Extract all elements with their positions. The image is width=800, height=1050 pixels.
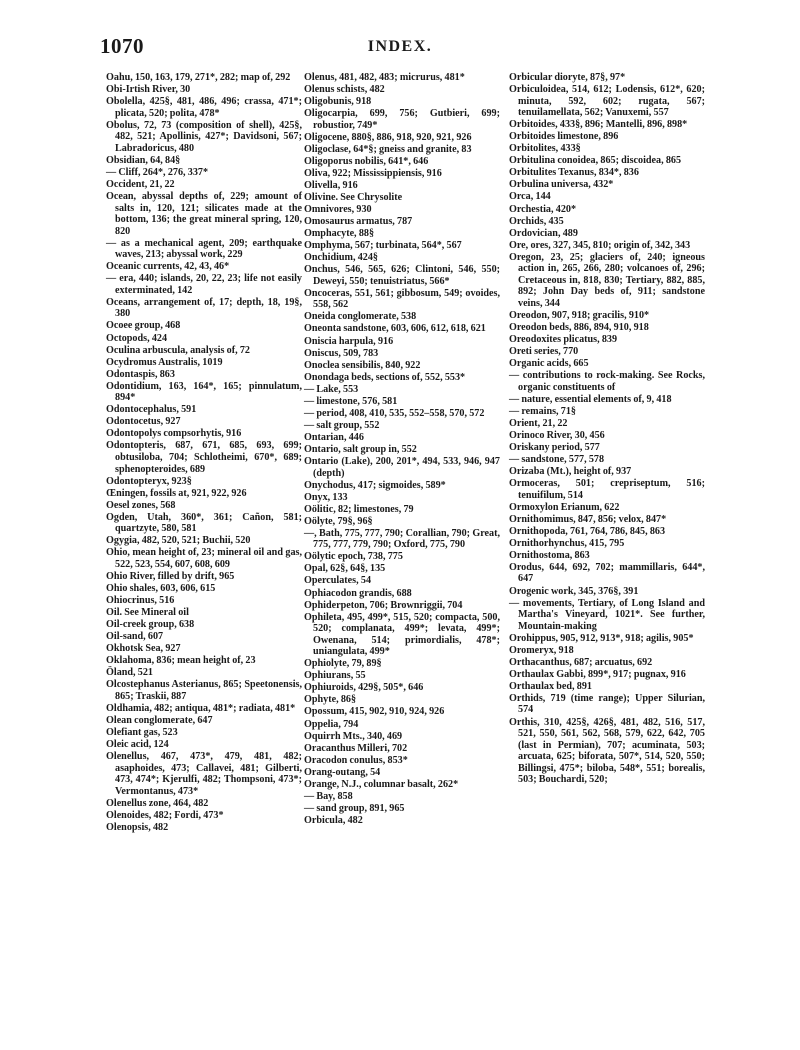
index-entry: Omphyma, 567; turbinata, 564*, 567 [304,240,462,252]
index-entry: — contributions to rock-making. See Rocks, organic constituents of [509,370,705,393]
index-entry: Ogden, Utah, 360*, 361; Cañon, 581; quartzyte, 580, 581 [106,511,302,535]
index-entry: — Bay, 858 [304,790,353,802]
index-entry: Orogenic work, 345, 376§, 391 [509,585,639,597]
index-entry: Orbiculoidea, 514, 612; Lodensis, 612*, 620; minuta, 592, 602; rugata, 567; tenuilamellata, 562; Vanuxemi, 557 [509,84,705,119]
index-entry: — period, 408, 410, 535, 552–558, 570, 572 [304,407,485,419]
index-entry: Ocoee group, 468 [106,320,181,332]
index-entry: Octopods, 424 [106,332,168,344]
index-entry: — Cliff, 264*, 276, 337* [106,166,209,178]
index-entry: Ohio River, filled by drift, 965 [106,570,235,582]
index-entry: Odontopolys compsorhytis, 916 [106,428,242,440]
index-entry: Œningen, fossils at, 921, 922, 926 [106,487,247,499]
index-entry: Olcostephanus Asterianus, 865; Speetonensis, 865; Traskii, 887 [106,679,302,702]
index-entry: Occident, 21, 22 [106,178,175,190]
index-entry: — Lake, 553 [304,383,359,395]
index-column-1 [106,72,302,834]
index-entry: Omosaurus armatus, 787 [304,216,413,228]
index-entry: Odontaspis, 863 [106,368,175,380]
index-entry: Oleic acid, 124 [106,739,169,751]
index-entry: Ornithopoda, 761, 764, 786, 845, 863 [509,525,666,537]
index-entry: Ontarian, 446 [304,431,364,443]
index-entry: Oligobunis, 918 [304,96,372,108]
index-entry: Oracodon conulus, 853* [304,754,408,766]
index-entry: Oregon, 23, 25; glaciers of, 240; igneous action in, 265, 266, 280; volcanoes of, 296; Cretaceous in, 818, 830; Tertiary, 882, 885, 892; John Day beds of, 911; sandstone veins, 344 [509,251,705,309]
index-entry: —, Bath, 775, 777, 790; Corallian, 790; Great, 775, 777, 779, 790; Oxford, 775, 790 [304,527,500,551]
index-entry: Oil. See Mineral oil [106,607,189,619]
index-entry: Oculina arbuscula, analysis of, 72 [106,344,250,356]
index-entry: — salt group, 552 [304,419,380,431]
index-entry: Opal, 62§, 64§, 135 [304,563,386,575]
index-entry: Obolus, 72, 73 (composition of shell), 425§, 482, 521; Apollinis, 427*; Davidsoni, 567; Labradoricus, 480 [106,119,302,154]
index-entry: Oriskany period, 577 [509,441,600,453]
index-entry: Orange, N.J., columnar basalt, 262* [304,778,459,790]
index-entry: Ophiolyte, 79, 89§ [304,658,382,670]
index-entry: Obi-Irtish River, 30 [106,84,191,96]
index-entry: Ocydromus Australis, 1019 [106,356,223,368]
index-entry: Oreodoxites plicatus, 839 [509,334,618,346]
index-entry: Onondaga beds, sections of, 552, 553* [304,371,466,383]
index-entry: Orbicula, 482 [304,814,363,826]
index-entry: Oldhamia, 482; antiqua, 481*; radiata, 481* [106,702,296,714]
index-entry: Ohiocrinus, 516 [106,595,175,607]
page-number: 1070 [100,34,144,58]
index-entry: Olenopsis, 482 [106,821,169,833]
index-entry: Ore, ores, 327, 345, 810; origin of, 342, 343 [509,239,691,251]
index-entry: Operculates, 54 [304,575,372,587]
index-entry: Ophiurans, 55 [304,670,366,682]
index-entry: Oligocarpia, 699, 756; Gutbieri, 699; robustior, 749* [304,108,500,131]
index-entry: Oneonta sandstone, 603, 606, 612, 618, 621 [304,323,486,335]
index-entry: Opossum, 415, 902, 910, 924, 926 [304,706,445,718]
index-entry: Orbitulites Texanus, 834*, 836 [509,167,639,179]
index-entry: Odontocetus, 927 [106,416,181,428]
index-entry: Orbicular dioryte, 87§, 97* [509,72,626,83]
index-entry: Oppelia, 794 [304,718,359,730]
index-entry: Orthis, 310, 425§, 426§, 481, 482, 516, 517, 521, 550, 561, 562, 568, 579, 622, 642, 705 (last in Permian), 707; acuminata, 503; arcuata, 625; biforata, 507*, 514, 520, 550; Billingsi, 475*; biloba, 548*, 551; borealis, 503; Bouchardi, 520; [509,716,705,786]
index-entry: Orbitoides, 433§, 896; Mantelli, 896, 898* [509,119,688,131]
index-entry: — remains, 71§ [509,405,576,417]
index-entry: Olivella, 916 [304,179,358,191]
index-entry: Orohippus, 905, 912, 913*, 918; agilis, 905* [509,632,694,644]
index-entry: Ophiacodon grandis, 688 [304,587,412,599]
index-entry: Ordovician, 489 [509,227,578,239]
index-entry: Omnivores, 930 [304,204,372,216]
index-entry: — movements, Tertiary, of Long Island and Martha's Vineyard, 1021*. See further, Mountain-making [509,597,705,632]
index-entry: Olenus, 481, 482, 483; micrurus, 481* [304,72,465,83]
index-entry: Ophiderpeton, 706; Brownriggii, 704 [304,599,463,611]
index-entry: Oahu, 150, 163, 179, 271*, 282; map of, 292 [106,72,291,83]
index-entry: Olenellus zone, 464, 482 [106,797,209,809]
index-column-3 [509,72,705,786]
index-column-2 [304,72,500,827]
index-entry: Oesel zones, 568 [106,499,176,511]
index-entry: Oölyte, 79§, 96§ [304,515,373,527]
index-entry: Olefiant gas, 523 [106,727,178,739]
index-entry: — limestone, 576, 581 [304,395,398,407]
index-entry: — nature, essential elements of, 9, 418 [509,393,672,405]
index-entry: Oölitic, 82; limestones, 79 [304,503,414,515]
index-entry: Onychodus, 417; sigmoides, 589* [304,479,446,491]
index-entry: Onyx, 133 [304,491,348,503]
index-entry: Ohio shales, 603, 606, 615 [106,583,216,595]
index-entry: Orthids, 719 (time range); Upper Silurian, 574 [509,692,705,716]
index-entry: Orodus, 644, 692, 702; mammillaris, 644*, 647 [509,561,705,585]
index-entry: Oceanic currents, 42, 43, 46* [106,261,230,273]
index-entry: Omphacyte, 88§ [304,228,375,240]
index-entry: Ogygia, 482, 520, 521; Buchii, 520 [106,535,251,547]
index-entry: Orbitulina conoidea, 865; discoidea, 865 [509,155,682,167]
index-entry: Oreodon beds, 886, 894, 910, 918 [509,321,649,333]
index-entry: Orthacanthus, 687; arcuatus, 692 [509,656,653,668]
index-entry: Orca, 144 [509,191,551,203]
index-entry: Odontocephalus, 591 [106,404,197,416]
index-entry: Onchus, 546, 565, 626; Clintoni, 546, 550; Deweyi, 550; tenuistriatus, 566* [304,264,500,287]
index-entry: Oligocene, 880§, 886, 918, 920, 921, 926 [304,131,472,143]
index-entry: Ophileta, 495, 499*, 515, 520; compacta, 500, 520; complanata, 499*; levata, 499*; Owenana, 514; primordialis, 478*; uniangulata, 499* [304,611,500,658]
index-entry: Oliva, 922; Mississippiensis, 916 [304,167,442,179]
index-entry: Odontopteris, 687, 671, 685, 693, 699; obtusiloba, 704; Schlotheimi, 670*, 689; sphenopteroides, 689 [106,440,302,475]
index-entry: Ohio, mean height of, 23; mineral oil and gas, 522, 523, 554, 607, 608, 609 [106,547,302,570]
index-entry: Orizaba (Mt.), height of, 937 [509,466,632,478]
index-entry: Okhotsk Sea, 927 [106,643,181,655]
index-entry: Orbitoides limestone, 896 [509,131,619,143]
index-entry: — as a mechanical agent, 209; earthquake waves, 213; abyssal work, 229 [106,237,302,261]
index-entry: Orthaulax bed, 891 [509,680,592,692]
index-entry: Orient, 21, 22 [509,417,568,429]
index-entry: Obsidian, 64, 84§ [106,154,181,166]
index-entry: Olenellus, 467, 473*, 479, 481, 482; asaphoides, 473; Callavei, 481; Gilberti, 473, 474*; Kjerulfi, 482; Thompsoni, 473*; Vermontanus, 473* [106,751,302,797]
index-entry: Ormoxylon Erianum, 622 [509,501,620,513]
index-entry: Orthaulax Gabbi, 899*, 917; pugnax, 916 [509,668,686,680]
index-entry: Ontario (Lake), 200, 201*, 494, 533, 946, 947 (depth) [304,456,500,479]
index-entry: — sandstone, 577, 578 [509,454,605,465]
index-entry: Ormoceras, 501; crepriseptum, 516; tenuifilum, 514 [509,478,705,501]
index-entry: Orbitolites, 433§ [509,143,581,155]
index-entry: — sand group, 891, 965 [304,802,405,814]
index-entry: Olenus schists, 482 [304,84,385,96]
index-entry: Onoclea sensibilis, 840, 922 [304,359,421,371]
index-entry: Ornithomimus, 847, 856; velox, 847* [509,513,667,525]
index-entry: Odontopteryx, 923§ [106,475,192,487]
page-header-title: INDEX. [367,38,433,55]
index-entry: Ocean, abyssal depths of, 229; amount of salts in, 120, 121; silicates made at the bottom, 136; the great mineral spring, 120, 820 [106,190,302,237]
index-entry: Orang-outang, 54 [304,766,381,778]
index-entry: — era, 440; islands, 20, 22, 23; life not easily exterminated, 142 [106,273,302,296]
index-entry: Orchids, 435 [509,215,564,227]
index-entry: Oil-creek group, 638 [106,619,195,631]
index-entry: Oceans, arrangement of, 17; depth, 18, 19§, 380 [106,296,302,320]
index-entry: Ornithorhynchus, 415, 795 [509,537,625,549]
index-entry: Oneida conglomerate, 538 [304,311,417,323]
index-entry: Oligoclase, 64*§; gneiss and granite, 83 [304,143,472,155]
index-entry: Ontario, salt group in, 552 [304,443,417,455]
index-entry: Olean conglomerate, 647 [106,715,213,727]
index-entry: Oncoceras, 551, 561; gibbosum, 549; ovoides, 558, 562 [304,287,500,311]
index-entry: Oligoporus nobilis, 641*, 646 [304,155,429,167]
index-entry: Orbulina universa, 432* [509,179,614,191]
index-entry: Oölytic epoch, 738, 775 [304,551,403,563]
index-entry: Oromeryx, 918 [509,644,574,656]
index-entry: Organic acids, 665 [509,358,589,370]
index-entry: Orinoco River, 30, 456 [509,429,605,441]
index-entry: Oreti series, 770 [509,346,579,358]
index-entry: Ophiuroids, 429§, 505*, 646 [304,682,424,694]
index-entry: Oklahoma, 836; mean height of, 23 [106,655,256,667]
index-entry: Oreodon, 907, 918; gracilis, 910* [509,309,650,321]
index-entry: Ornithostoma, 863 [509,549,590,561]
index-entry: Orchestia, 420* [509,203,577,215]
index-entry: Odontidium, 163, 164*, 165; pinnulatum, 894* [106,380,302,404]
index-entry: Oniscia harpula, 916 [304,335,394,347]
index-entry: Oquirrh Mts., 340, 469 [304,730,403,742]
index-entry: Olivine. See Chrysolite [304,191,403,203]
index-entry: Oniscus, 509, 783 [304,347,379,359]
index-entry: Oracanthus Milleri, 702 [304,742,408,754]
index-entry: Öland, 521 [106,667,153,679]
index-entry: Olenoides, 482; Fordi, 473* [106,809,224,821]
index-entry: Ophyte, 86§ [304,694,357,706]
index-entry: Onchidium, 424§ [304,252,378,264]
index-entry: Obolella, 425§, 481, 486, 496; crassa, 471*; plicata, 520; polita, 478* [106,96,302,119]
index-entry: Oil-sand, 607 [106,631,164,643]
index-columns [106,72,718,1044]
